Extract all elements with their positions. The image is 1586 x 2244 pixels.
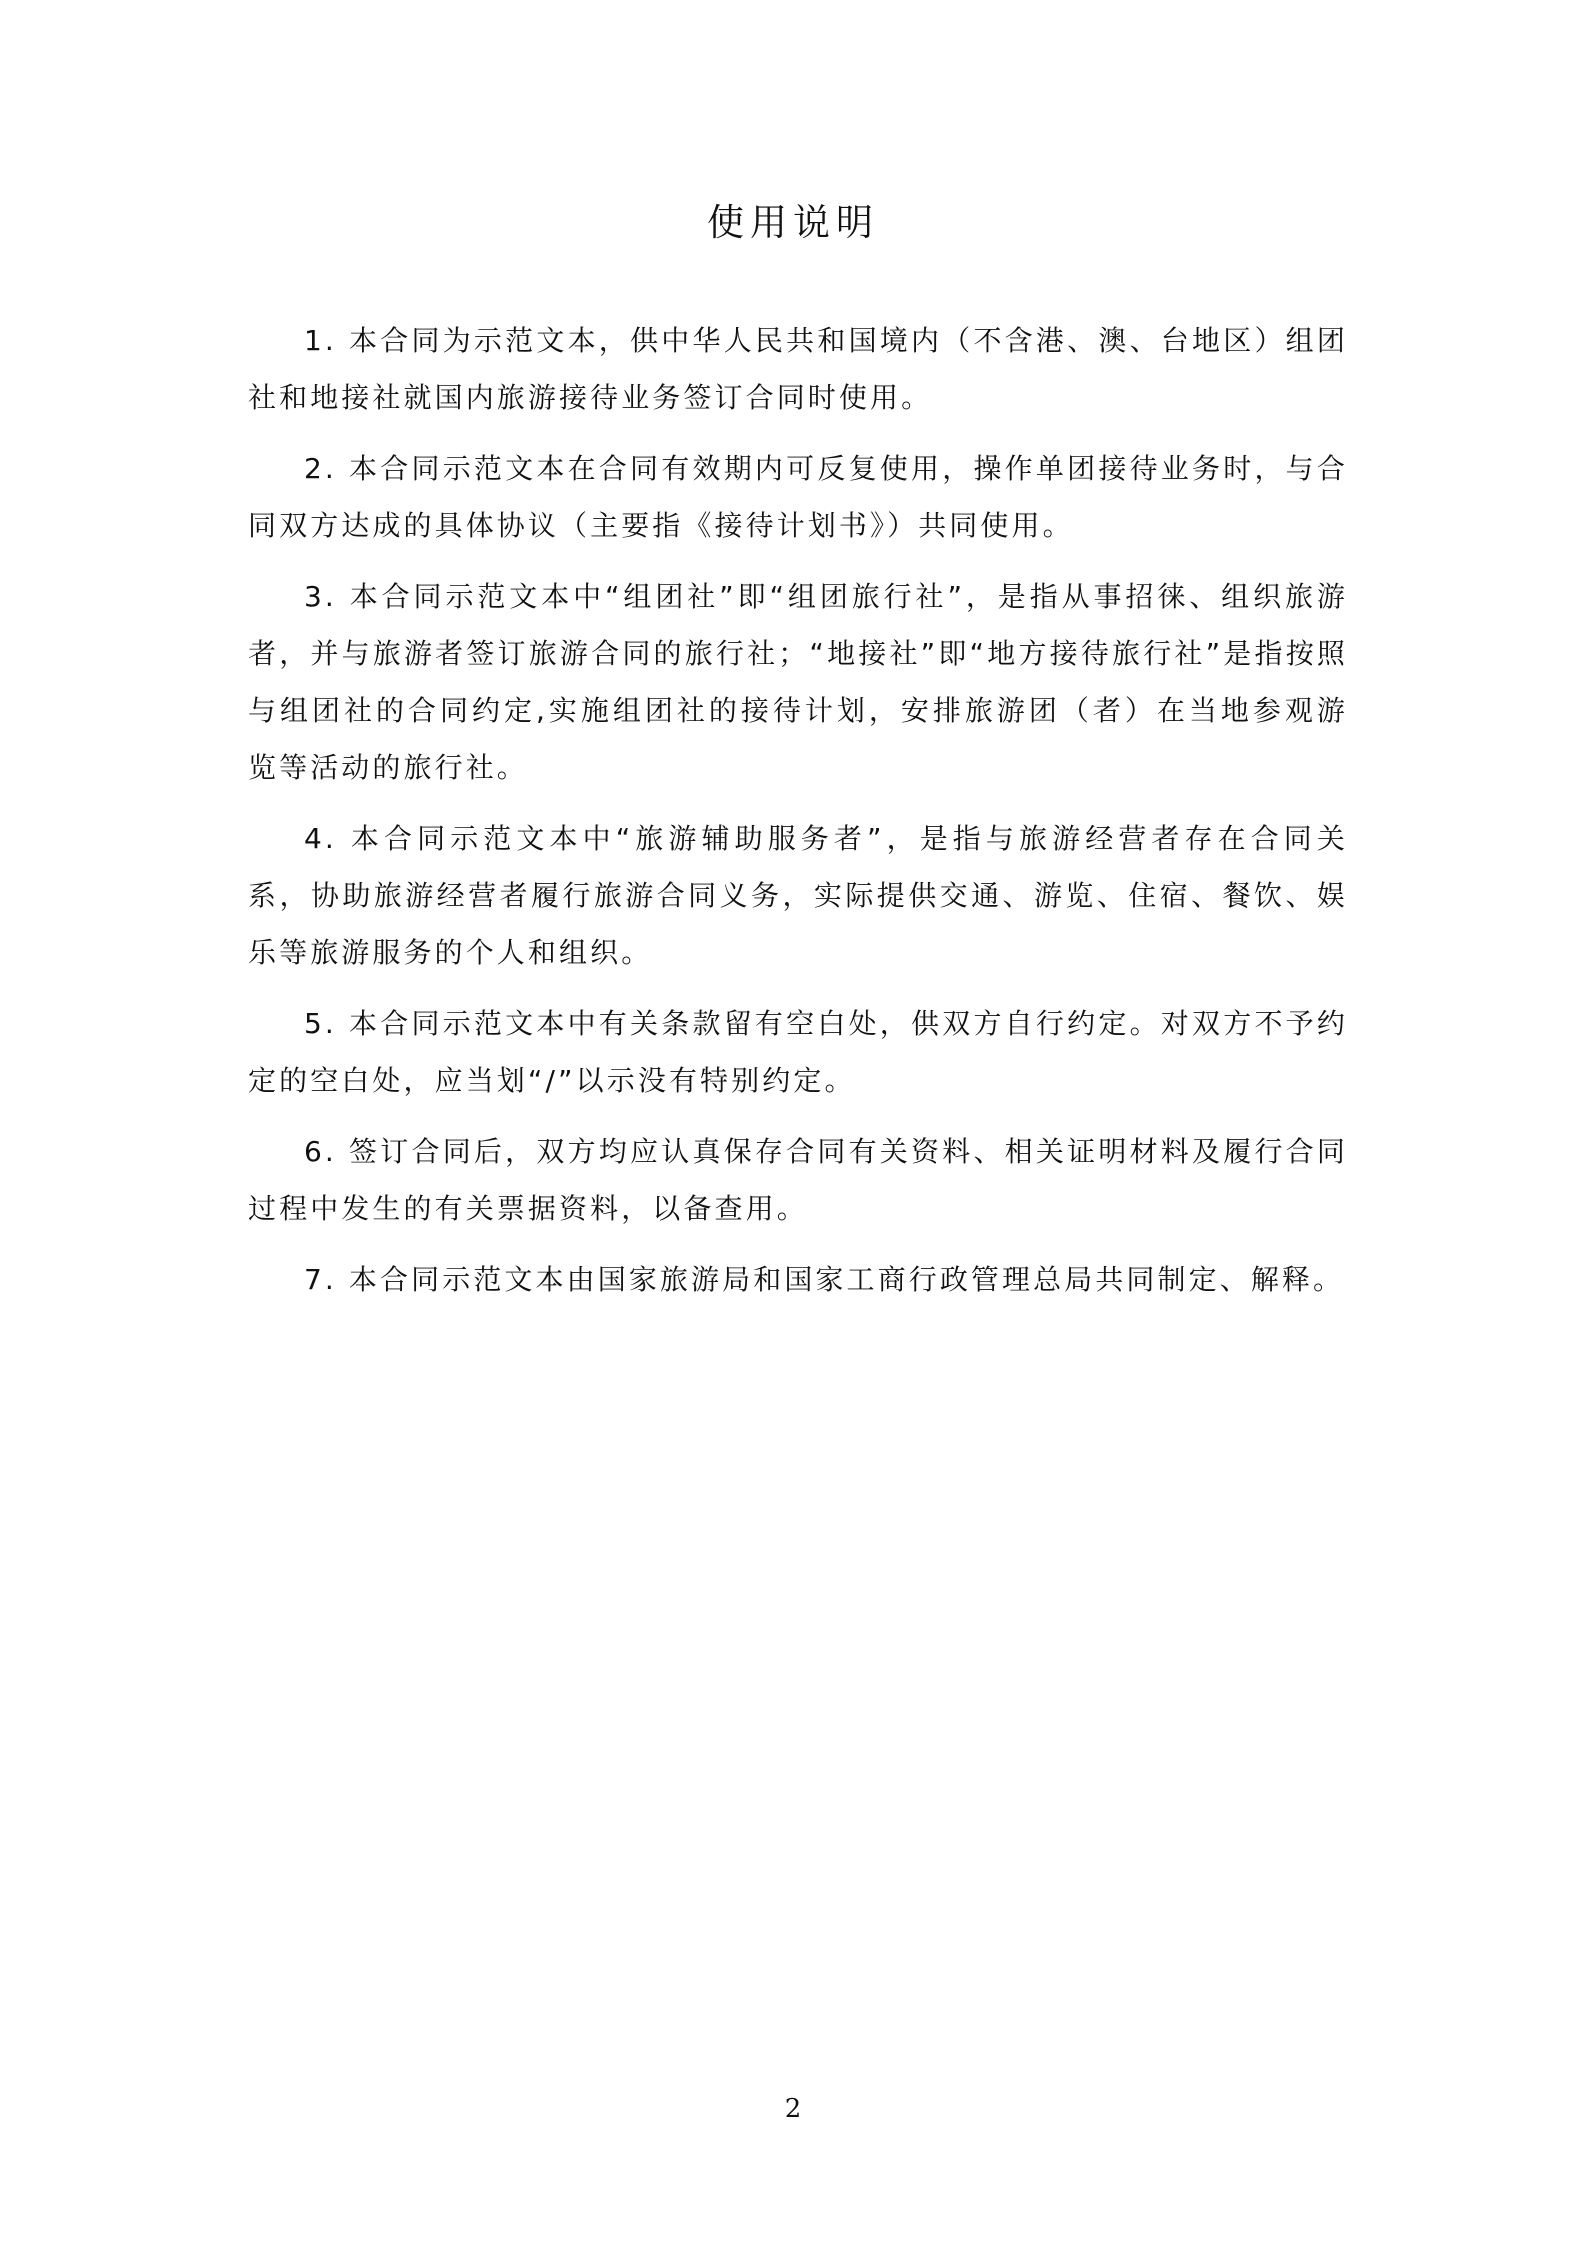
instruction-paragraph-5: 5. 本合同示范文本中有关条款留有空白处，供双方自行约定。对双方不予约定的空白处，应当划“/”以示没有特别约定。 (248, 1007, 1348, 1097)
page-title: 使用说明 (707, 201, 879, 244)
page-number: 2 (784, 2094, 802, 2124)
instruction-paragraph-1: 1. 本合同为示范文本，供中华人民共和国境内（不含港、澳、台地区）组团社和地接社就国内旅游接待业务签订合同时使用。 (248, 324, 1348, 414)
instruction-paragraph-4: 4. 本合同示范文本中“旅游辅助服务者”，是指与旅游经营者存在合同关系，协助旅游经营者履行旅游合同义务，实际提供交通、游览、住宿、餐饮、娱乐等旅游服务的个人和组织。 (248, 822, 1348, 969)
instruction-paragraph-6: 6. 签订合同后，双方均应认真保存合同有关资料、相关证明材料及履行合同过程中发生的有关票据资料，以备查用。 (248, 1135, 1348, 1225)
instruction-paragraph-7: 7. 本合同示范文本由国家旅游局和国家工商行政管理总局共同制定、解释。 (304, 1263, 1345, 1296)
instruction-paragraph-2: 2. 本合同示范文本在合同有效期内可反复使用，操作单团接待业务时，与合同双方达成的具体协议（主要指《接待计划书》）共同使用。 (248, 452, 1348, 542)
instructions-body (248, 312, 1348, 1322)
instruction-paragraph-3: 3. 本合同示范文本中“组团社”即“组团旅行社”，是指从事招徕、组织旅游者，并与旅游者签订旅游合同的旅行社；“地接社”即“地方接待旅行社”是指按照与组团社的合同约定,实施组团社的接待计划，安排旅游团（者）在当地参观游览等活动的旅行社。 (248, 580, 1348, 784)
